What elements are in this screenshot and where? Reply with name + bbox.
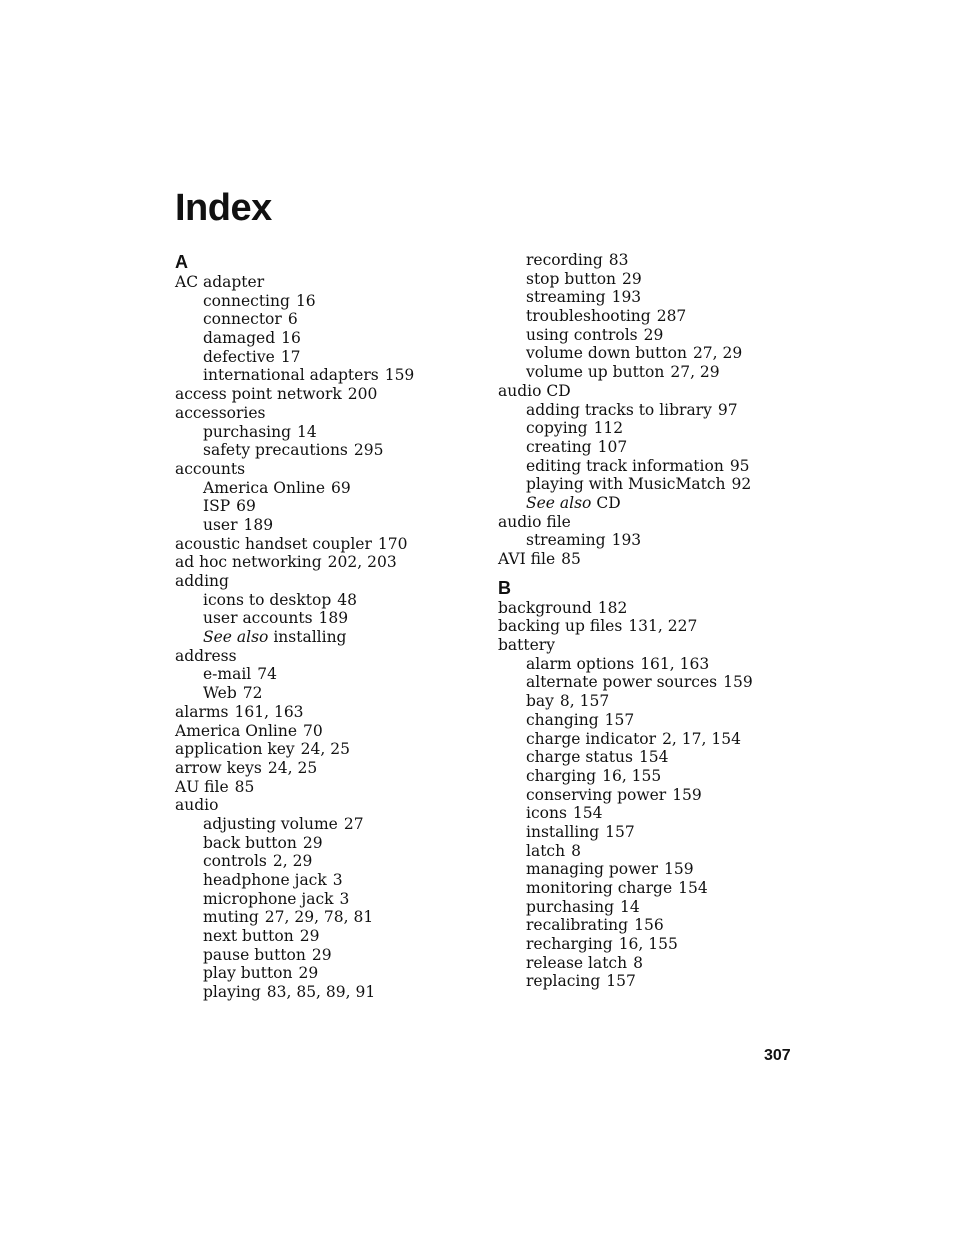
index-term: controls bbox=[203, 852, 267, 871]
page-refs: 16, 155 bbox=[602, 766, 662, 785]
page-refs: 29 bbox=[622, 269, 642, 288]
index-term: purchasing bbox=[526, 897, 615, 916]
index-subentry bbox=[175, 366, 495, 385]
page-refs: 6 bbox=[287, 310, 298, 329]
page-refs: 159 bbox=[723, 673, 753, 692]
index-term: AU file bbox=[175, 777, 229, 796]
index-term: recording bbox=[526, 251, 603, 269]
page-refs: 14 bbox=[297, 422, 317, 441]
index-entry bbox=[175, 535, 495, 554]
index-term: battery bbox=[498, 636, 555, 655]
page-refs: 8 bbox=[633, 953, 643, 972]
index-subentry bbox=[498, 916, 818, 935]
index-subentry bbox=[498, 326, 818, 345]
index-entry bbox=[175, 553, 495, 572]
index-subentry bbox=[175, 871, 495, 890]
index-term: accounts bbox=[175, 459, 246, 478]
index-subentry bbox=[175, 946, 495, 965]
index-entry bbox=[175, 273, 495, 292]
page-refs: 27 bbox=[343, 814, 364, 833]
index-term: replacing bbox=[526, 972, 601, 991]
index-term: charge indicator bbox=[526, 729, 657, 748]
index-subentry bbox=[175, 591, 495, 610]
index-term: address bbox=[175, 646, 237, 665]
index-subentry bbox=[498, 307, 818, 326]
page-refs: 154 bbox=[572, 804, 603, 823]
index-term: adding bbox=[175, 572, 229, 590]
page-refs: 92 bbox=[731, 475, 752, 494]
index-subentry bbox=[175, 890, 495, 909]
index-term: adding tracks to library bbox=[526, 400, 712, 419]
index-subentry bbox=[175, 628, 495, 647]
page-refs: 95 bbox=[729, 456, 750, 475]
index-term: pause button bbox=[203, 945, 306, 964]
page-refs: 159 bbox=[672, 785, 702, 804]
index-subentry bbox=[175, 908, 495, 927]
index-subentry bbox=[498, 363, 818, 382]
page-refs: 69 bbox=[331, 478, 351, 497]
index-term: alarms bbox=[175, 702, 229, 721]
index-term: alarm options bbox=[526, 654, 635, 673]
index-subentry bbox=[498, 804, 818, 823]
index-term: user bbox=[203, 515, 238, 534]
index-term: application key bbox=[175, 740, 295, 759]
index-term: volume down button bbox=[526, 344, 687, 363]
page-refs: 157 bbox=[606, 972, 636, 991]
index-term: CD bbox=[596, 493, 621, 512]
page-refs: 48 bbox=[337, 590, 357, 609]
page-refs: 29 bbox=[643, 325, 664, 344]
page-refs: 295 bbox=[353, 441, 384, 460]
page-refs: 83, 85, 89, 91 bbox=[266, 983, 376, 1002]
index-term: bay bbox=[526, 692, 554, 711]
page-refs: 287 bbox=[656, 307, 687, 326]
index-subentry bbox=[175, 815, 495, 834]
index-subentry bbox=[175, 834, 495, 853]
page-refs: 159 bbox=[384, 366, 415, 385]
index-term: headphone jack bbox=[203, 871, 327, 889]
index-term: backing up files bbox=[498, 617, 623, 636]
page-refs: 193 bbox=[611, 531, 642, 550]
index-entry bbox=[498, 550, 818, 569]
index-term: stop button bbox=[526, 269, 617, 288]
page-refs: 16, 155 bbox=[618, 935, 678, 954]
index-term: playing bbox=[203, 983, 261, 1002]
page-refs: 182 bbox=[597, 598, 628, 617]
page-refs: 3 bbox=[339, 889, 350, 908]
see-also-label: See also bbox=[526, 493, 592, 512]
index-subentry bbox=[175, 927, 495, 946]
page-refs: 69 bbox=[236, 497, 256, 516]
index-subentry bbox=[498, 673, 818, 692]
index-term: damaged bbox=[203, 329, 276, 348]
index-subentry bbox=[498, 457, 818, 476]
index-subentry bbox=[498, 730, 818, 749]
index-subentry bbox=[498, 748, 818, 767]
index-subentry bbox=[498, 270, 818, 289]
index-subentry bbox=[498, 711, 818, 730]
index-term: copying bbox=[526, 419, 588, 438]
index-term: user accounts bbox=[203, 609, 313, 628]
index-term: playing with MusicMatch bbox=[526, 475, 726, 494]
index-entry bbox=[175, 404, 495, 423]
index-term: connecting bbox=[203, 291, 290, 310]
index-term: icons to desktop bbox=[203, 590, 332, 609]
index-subentry bbox=[175, 423, 495, 442]
index-subentry bbox=[498, 438, 818, 457]
page-refs: 3 bbox=[332, 871, 343, 889]
index-entry bbox=[498, 599, 818, 618]
index-term: purchasing bbox=[203, 422, 292, 441]
index-term: monitoring charge bbox=[526, 879, 673, 897]
index-term: acoustic handset coupler bbox=[175, 534, 372, 553]
index-entry bbox=[175, 722, 495, 741]
index-term: adjusting volume bbox=[203, 814, 338, 833]
index-term: icons bbox=[526, 804, 567, 823]
index-term: safety precautions bbox=[203, 441, 348, 460]
page-number: 307 bbox=[764, 1047, 791, 1064]
index-entry bbox=[175, 703, 495, 722]
page-refs: 156 bbox=[634, 916, 664, 935]
page-refs: 131, 227 bbox=[628, 617, 698, 636]
index-subentry bbox=[175, 497, 495, 516]
section-letter: B bbox=[498, 577, 511, 598]
index-subentry bbox=[498, 494, 818, 513]
index-subentry bbox=[498, 344, 818, 363]
index-subentry bbox=[498, 954, 818, 973]
page-title: Index bbox=[175, 187, 272, 229]
page-refs: 27, 29, 78, 81 bbox=[264, 908, 374, 927]
page-refs: 29 bbox=[298, 964, 319, 983]
index-term: recalibrating bbox=[526, 916, 629, 935]
page-refs: 202, 203 bbox=[327, 553, 397, 572]
page-refs: 159 bbox=[663, 860, 694, 879]
page-refs: 107 bbox=[597, 437, 628, 456]
index-term: connector bbox=[203, 310, 282, 329]
index-term: international adapters bbox=[203, 366, 379, 385]
page-refs: 27, 29 bbox=[692, 344, 743, 363]
index-term: troubleshooting bbox=[526, 307, 651, 326]
page-refs: 16 bbox=[281, 329, 301, 348]
page-refs: 83 bbox=[608, 251, 629, 269]
index-entry bbox=[175, 759, 495, 778]
page-refs: 161, 163 bbox=[640, 654, 710, 673]
page-refs: 193 bbox=[611, 288, 642, 307]
index-entry bbox=[175, 796, 495, 815]
page-refs: 189 bbox=[318, 609, 349, 628]
index-term: audio bbox=[175, 796, 219, 815]
page-refs: 112 bbox=[593, 419, 624, 438]
page-refs: 161, 163 bbox=[234, 702, 304, 721]
index-subentry bbox=[175, 665, 495, 684]
index-term: next button bbox=[203, 927, 294, 946]
page-refs: 2, 29 bbox=[272, 852, 313, 871]
index-subentry bbox=[498, 786, 818, 805]
page-refs: 29 bbox=[302, 833, 323, 852]
page-refs: 27, 29 bbox=[670, 363, 720, 382]
section-letter: A bbox=[175, 252, 188, 272]
index-subentry bbox=[175, 516, 495, 535]
page-refs: 8, 157 bbox=[559, 692, 610, 711]
index-subentry bbox=[498, 898, 818, 917]
index-term: play button bbox=[203, 964, 293, 983]
index-subentry bbox=[175, 964, 495, 983]
index-subentry bbox=[175, 852, 495, 871]
index-subentry bbox=[175, 983, 495, 1002]
page-refs: 29 bbox=[311, 945, 332, 964]
index-term: managing power bbox=[526, 860, 658, 879]
index-term: America Online bbox=[203, 478, 326, 497]
index-subentry bbox=[175, 292, 495, 311]
index-entry bbox=[175, 647, 495, 666]
page-refs: 200 bbox=[347, 385, 378, 404]
index-subentry bbox=[175, 441, 495, 460]
index-term: streaming bbox=[526, 288, 606, 307]
index-term: America Online bbox=[175, 721, 298, 740]
index-term: installing bbox=[526, 822, 600, 841]
index-subentry bbox=[498, 419, 818, 438]
page-refs: 16 bbox=[295, 291, 316, 310]
index-term: AC adapter bbox=[175, 273, 265, 291]
index-term: changing bbox=[526, 710, 599, 729]
index-term: access point network bbox=[175, 385, 342, 404]
section-gap bbox=[498, 569, 818, 577]
page-refs: 74 bbox=[257, 665, 277, 684]
page-refs: 70 bbox=[303, 721, 323, 740]
index-entry bbox=[175, 572, 495, 591]
index-subentry bbox=[175, 348, 495, 367]
index-subentry bbox=[498, 842, 818, 861]
index-subentry bbox=[498, 475, 818, 494]
index-term: microphone jack bbox=[203, 889, 334, 908]
page-refs: 17 bbox=[280, 347, 301, 366]
index-term: latch bbox=[526, 841, 566, 860]
index-term: audio CD bbox=[498, 381, 571, 400]
index-subentry bbox=[175, 310, 495, 329]
index-entry bbox=[498, 617, 818, 636]
page-refs: 14 bbox=[620, 897, 640, 916]
index-term: AVI file bbox=[498, 550, 556, 568]
index-subentry bbox=[498, 251, 818, 270]
index-term: using controls bbox=[526, 325, 638, 344]
index-term: e-mail bbox=[203, 665, 252, 684]
page-refs: 157 bbox=[604, 710, 635, 729]
index-term: conserving power bbox=[526, 785, 667, 804]
index-subentry bbox=[498, 288, 818, 307]
index-term: release latch bbox=[526, 953, 628, 972]
index-term: editing track information bbox=[526, 456, 724, 475]
index-term: Web bbox=[203, 684, 237, 703]
index-term: installing bbox=[273, 628, 347, 647]
index-subentry bbox=[498, 823, 818, 842]
page-refs: 85 bbox=[234, 777, 255, 796]
index-subentry bbox=[498, 935, 818, 954]
index-term: volume up button bbox=[526, 363, 665, 382]
index-subentry bbox=[498, 655, 818, 674]
index-column-left bbox=[175, 251, 495, 1002]
index-entry bbox=[498, 382, 818, 401]
index-entry bbox=[498, 513, 818, 532]
index-subentry bbox=[498, 531, 818, 550]
index-subentry bbox=[175, 329, 495, 348]
index-term: accessories bbox=[175, 403, 266, 422]
index-subentry bbox=[175, 684, 495, 703]
page-refs: 8 bbox=[571, 841, 581, 860]
index-entry bbox=[175, 740, 495, 759]
page-refs: 154 bbox=[638, 748, 669, 767]
page-refs: 29 bbox=[299, 927, 320, 946]
index-subentry bbox=[175, 479, 495, 498]
index-term: background bbox=[498, 598, 592, 617]
index-entry bbox=[175, 778, 495, 797]
index-entry bbox=[175, 460, 495, 479]
index-term: ISP bbox=[203, 497, 231, 516]
index-subentry bbox=[498, 879, 818, 898]
index-entry bbox=[175, 385, 495, 404]
index-term: charge status bbox=[526, 748, 633, 767]
page-refs: 72 bbox=[242, 684, 263, 703]
page-refs: 170 bbox=[377, 534, 408, 553]
index-entry bbox=[498, 636, 818, 655]
index-subentry bbox=[498, 767, 818, 786]
index-term: streaming bbox=[526, 531, 606, 550]
index-subentry bbox=[175, 609, 495, 628]
see-also-label: See also bbox=[203, 628, 269, 647]
index-term: arrow keys bbox=[175, 758, 262, 777]
index-term: ad hoc networking bbox=[175, 553, 322, 572]
index-term: creating bbox=[526, 437, 592, 456]
index-term: defective bbox=[203, 347, 275, 366]
index-term: charging bbox=[526, 766, 597, 785]
index-subentry bbox=[498, 860, 818, 879]
page-refs: 85 bbox=[561, 550, 581, 568]
page-refs: 2, 17, 154 bbox=[662, 729, 741, 748]
index-column-right bbox=[498, 251, 818, 991]
index-subentry bbox=[498, 972, 818, 991]
index-term: back button bbox=[203, 833, 297, 852]
page-refs: 189 bbox=[243, 515, 274, 534]
page-refs: 24, 25 bbox=[300, 740, 350, 759]
index-term: recharging bbox=[526, 935, 613, 954]
page-refs: 154 bbox=[678, 879, 708, 897]
page-refs: 97 bbox=[717, 400, 738, 419]
page-refs: 24, 25 bbox=[267, 758, 318, 777]
index-term: audio file bbox=[498, 512, 571, 531]
index-subentry bbox=[498, 692, 818, 711]
index-subentry bbox=[498, 401, 818, 420]
index-term: alternate power sources bbox=[526, 673, 718, 692]
index-term: muting bbox=[203, 908, 259, 927]
page-refs: 157 bbox=[605, 822, 635, 841]
